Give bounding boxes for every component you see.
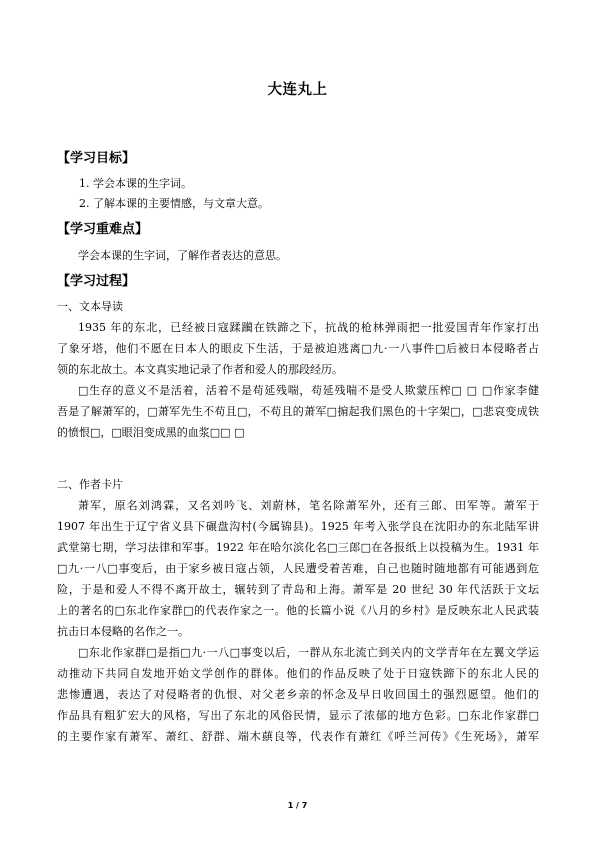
- document-title: 大连丸上: [267, 82, 328, 98]
- goal-item: 2. 了解本课的主要情感，与文章大意。: [79, 197, 269, 210]
- goal-item: 1. 学会本课的生字词。: [79, 177, 192, 190]
- part-title-reading-guide: 一、文本导读: [57, 300, 123, 313]
- paragraph-line: □东北作家群□是指□九·一八□事变以后，一群从东北流亡到关内的文学青年在左翼文学运: [78, 646, 539, 659]
- paragraph-line: 抗击日本侵略的名作之一。: [57, 625, 189, 638]
- section-heading-goals: 【学习目标】: [57, 151, 136, 166]
- paragraph-line: 动推动下共同自发地开始文学创作的群体。他们的作品反映了处于日寇铁蹄下的东北人民的: [57, 667, 539, 680]
- paragraph-line: 险，于是和爱人不得不离开故土，辗转到了青岛和上海。萧军是 20 世纪 30 年代活跃于文坛: [57, 583, 539, 596]
- paragraph-line: 1935 年的东北，已经被日寇蹂躏在铁蹄之下，抗战的枪林弹雨把一批爱国青年作家打出: [78, 321, 539, 334]
- section-heading-focus: 【学习重难点】: [57, 222, 149, 237]
- paragraph-line: □九·一八□事变后，由于家乡被日寇占领，人民遭受着苦难，自己也随时随地都有可能遇到危: [57, 562, 539, 575]
- section-heading-process: 【学习过程】: [57, 274, 136, 289]
- part-title-author-card: 二、作者卡片: [57, 478, 123, 491]
- paragraph-line: 上的著名的□东北作家群□的代表作家之一。他的长篇小说《八月的乡村》是反映东北人民武装: [57, 604, 539, 617]
- paragraph-line: 领的东北故土。本文真实地记录了作者和爱人的那段经历。: [57, 363, 343, 376]
- paragraph-line: 武堂第七期，学习法律和军事。1922 年在哈尔滨化名□三郎□在各报纸上以投稿为生。1931 年: [57, 541, 539, 554]
- paragraph-line: 的主要作家有萧军、萧红、舒群、端木蕻良等，代表作有萧红《呼兰河传》《生死场》，萧军: [57, 730, 539, 743]
- focus-text: 学会本课的生字词，了解作者表达的意思。: [78, 249, 287, 262]
- paragraph-line: 1907 年出生于辽宁省义县下碾盘沟村(今属锦县)。1925 年考入张学良在沈阳办的东北陆军讲: [57, 520, 539, 533]
- paragraph-line: 了象牙塔，他们不愿在日本人的眼皮下生活，于是被迫逃离□九·一八事件□后被日本侵略者占: [57, 342, 539, 355]
- paragraph-line: □生存的意义不是活着，活着不是苟延残喘，苟延残喘不是受人欺蒙压榨□ □ □作家李健: [78, 384, 539, 397]
- page-number: 1 / 7: [287, 801, 308, 810]
- paragraph-line: 萧军，原名刘鸿霖，又名刘吟飞、刘蔚林，笔名除萧军外，还有三郎、田军等。萧军于: [78, 499, 539, 512]
- paragraph-line: 的愤恨□，□眼泪变成黑的血浆□□ □: [57, 426, 245, 439]
- paragraph-line: 吾是了解萧军的，□萧军先生不苟且□，不苟且的萧军□掮起我们黑色的十字架□，□悲哀变成铁: [57, 405, 539, 418]
- paragraph-line: 悲惨遭遇，表达了对侵略者的仇恨、对父老乡亲的怀念及早日收回国土的强烈愿望。他们的: [57, 688, 539, 701]
- paragraph-line: 作品具有粗犷宏大的风格，写出了东北的风俗民情，显示了浓郁的地方色彩。□东北作家群□: [57, 709, 539, 722]
